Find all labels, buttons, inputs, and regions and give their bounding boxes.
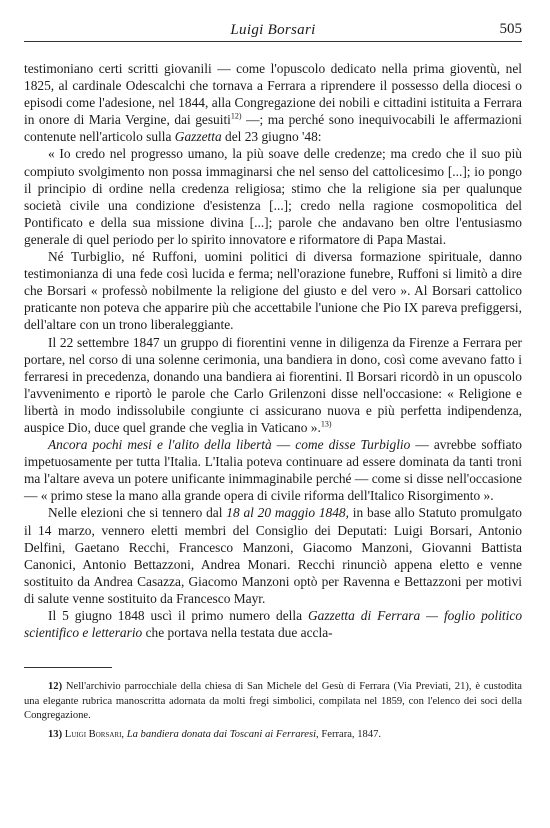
- p1-text-c: del 23 giugno '48:: [221, 129, 322, 145]
- p5-text-a: Nelle elezioni che si tennero dal: [48, 505, 227, 521]
- footnote-13: [24, 728, 522, 743]
- footnote-13-title: La bandiera donata dai Toscani ai Ferraresi: [126, 728, 317, 740]
- footnote-13-rest: , Ferrara, 1847.: [316, 728, 382, 740]
- p6-text-b: che portava nella testata due accla-: [142, 625, 333, 641]
- paragraph-6: [24, 607, 522, 641]
- footnote-13-author: Luigi Borsari: [64, 728, 122, 740]
- running-title: Luigi Borsari: [230, 22, 316, 38]
- footnotes: [24, 680, 522, 742]
- footnote-12: [24, 680, 522, 724]
- footnote-ref-12[interactable]: 12): [230, 111, 242, 121]
- p5-dates: 18 al 20 maggio 1848,: [226, 505, 349, 521]
- paragraph-1: [24, 60, 522, 145]
- p1-text-a: testimoniano certi scritti giovanili — come l'opuscolo dedicato nella prima gioventù, nel 1825, al cardinale Odescalchi che tornava a Ferrara a riprendere il possesso della diocesi o episodi come l'adesione, nel 1844, alla Congregazione dei nobili e cittadini istituita a Ferrara in onore di Maria Vergine, dai gesuiti: [24, 61, 522, 128]
- footnote-rule: [24, 667, 112, 668]
- p6-newspaper-title: Gazzetta di Ferrara — foglio politico scientifico e letterario: [24, 608, 523, 641]
- paragraph-4: [24, 436, 522, 504]
- header-rule: [24, 41, 522, 42]
- paragraph-2: Né Turbiglio, né Ruffoni, uomini politici di diversa formazione spirituale, danno testimonianza di una fede così lucida e ferma; nell'orazione funebre, Ruffoni si limitò a dire che Borsari « professò nobilmente la religione del giusto e del vero ». Al Borsari cattolico praticante non poteva che apparire più che accettabile l'unione che Pio IX pareva prefiggersi, dell'altare con un trono liberaleggiante.: [24, 249, 522, 333]
- footnote-12-text: Nell'archivio parrocchiale della chiesa di San Michele del Gesù di Ferrara (Via Previati, 21), è custodita una elegante rubrica manoscritta adornata da molti fregi simbolici, compilata nel 1859, con l'elenco dei soci della Congregazione.: [24, 681, 522, 722]
- paragraph-5: [24, 504, 522, 607]
- p4-italic-2: come disse Turbiglio: [295, 437, 411, 453]
- quotation: « Io credo nel progresso umano, la più soave delle credenze; ma credo che il suo più compiuto svolgimento non possa immaginarsi che nel senso del cattolicesimo [...]; io pongo il principio di ordine nella credenza religiosa; stimo che la religione sia per qualunque società civile una condizione d'esistenza [...]; credo nella ragione cosmopolitica del Pontificato e della sua missione divina [...]; parole che andavano ben oltre l'entusiasmo generale di quel periodo per lo spirito innovatore e riformatore di Papa Mastai.: [24, 146, 522, 247]
- paragraph-3: [24, 334, 522, 437]
- p4-text: — avrebbe soffiato impetuosamente per tutta l'Italia. L'Italia poteva continuare ad essere dominata da tanti troni ma l'altare aveva un potere unificante inimmaginabile perché — come si disse nell'occasione — « primo stese la mano alla grande opera di civile riforma dell'Italico Risorgimento ».: [24, 437, 522, 504]
- p6-text-a: Il 5 giugno 1848 uscì il primo numero della: [48, 608, 308, 623]
- page-header: [24, 10, 522, 40]
- footnote-13-mark: 13): [48, 728, 63, 740]
- footnote-ref-13[interactable]: 13): [320, 419, 332, 429]
- body-text: [24, 60, 522, 641]
- footnote-13-sep: ,: [121, 728, 127, 740]
- page-number: 505: [499, 21, 522, 37]
- p4-italic-1: Ancora pochi mesi e l'alito della libertà: [48, 437, 272, 453]
- p1-gazzetta: Gazzetta: [174, 129, 222, 145]
- p5-text-b: in base allo Statuto promulgato il 14 marzo, vennero eletti membri del Consiglio dei Deputati: Luigi Borsari, Antonio Delfini, Gaetano Recchi, Francesco Manzoni, Giacomo Manzoni, Giovanni Battista Canonici, Antonio Bettazzoni, Andrea Monari. Recchi rinunciò appena eletto e venne sostituito da Andrea Casazza, Giacomo Manzoni optò per Ravenna e Bettazzoni per motivi di salute venne sostituito da Francesco Mayr.: [24, 505, 522, 606]
- p4-dash: —: [271, 437, 296, 453]
- p3-text: Il 22 settembre 1847 un gruppo di fiorentini venne in diligenza da Firenze a Ferrara per portare, nel corso di una solenne cerimonia, una bandiera in dono, così come avevano fatto i ferraresi in precedenza, donando una bandiera ai fiorentini. Il Borsari ricordò in un opuscolo l'avvenimento e riportò le parole che Carlo Grilenzoni disse nell'occasione: « Religione e libertà in modo indissolubile congiunte ci assicurano nuova e più perfetta indipendenza, auspice Dio, duce quel grande che veglia in Vaticano ».: [24, 334, 522, 435]
- footnote-12-mark: 12): [48, 681, 63, 693]
- p1-text-b: —; ma perché sono inequivocabili le affermazioni contenute nell'articolo sulla: [24, 112, 522, 145]
